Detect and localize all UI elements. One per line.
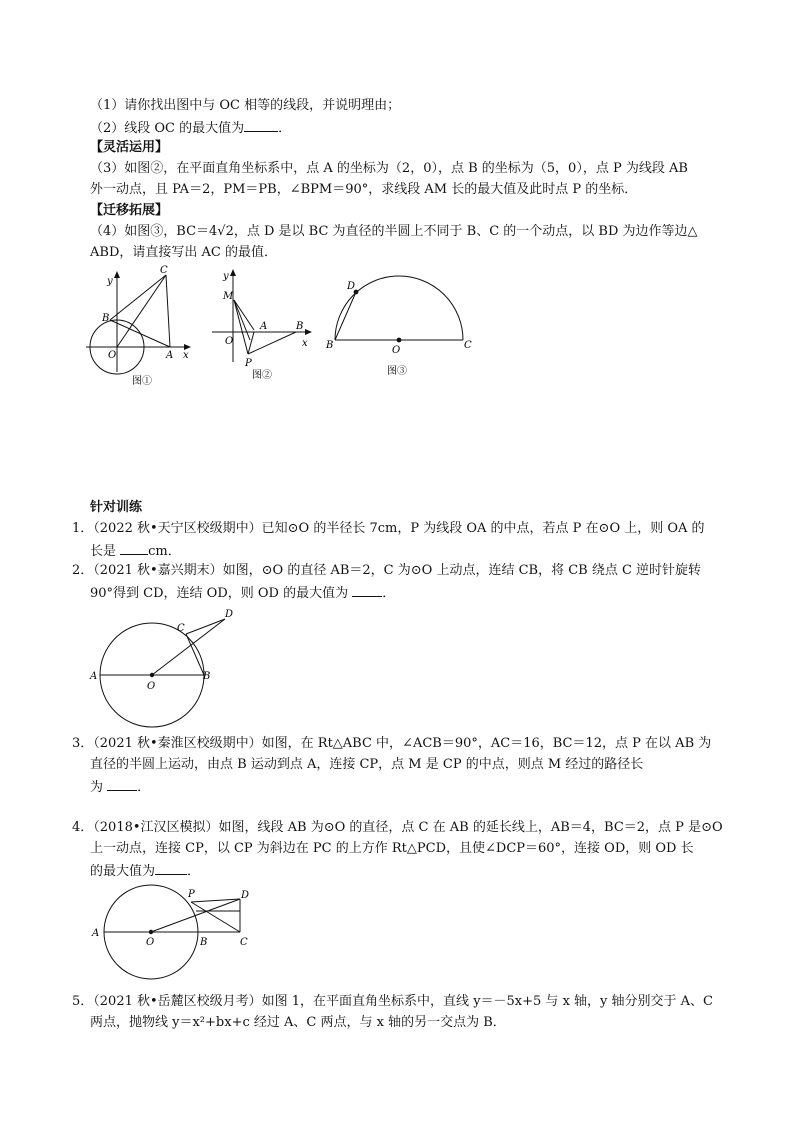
answer-blank[interactable]	[352, 582, 382, 597]
problem-2-line1: 2．（2021 秋•嘉兴期末）如图，⊙O 的直径 AB＝2，C 为⊙O 上动点，连结 CB，将 CB 绕点 C 逆时针旋转	[72, 563, 702, 578]
fig1-label-x: x	[183, 350, 189, 361]
p2-segment-cb	[186, 634, 204, 675]
problem-5-line2: 两点，抛物线 y＝x²+bx+c 经过 A、C 两点，与 x 轴的另一交点为 B．	[90, 1015, 506, 1030]
problem-3-line1: 3．（2021 秋•秦淮区校级期中）如图，在 Rt△ABC 中，∠ACB＝90°，AC＝16，BC＝12，点 P 在以 AB 为	[72, 736, 712, 751]
problem-2-prefix: 90°得到 CD，连结 OD，则 OD 的最大值为	[90, 586, 353, 601]
answer-blank[interactable]	[155, 860, 187, 875]
fig2-label-a: A	[260, 321, 268, 332]
problem-5-line1: 5．（2021 秋•岳麓区校级月考）如图 1，在平面直角坐标系中，直线 y＝－5x+5 与 x 轴，y 轴分别交于 A、C	[72, 994, 713, 1009]
fig1-label-a: A	[166, 350, 174, 361]
problem-4-prefix: 的最大值为	[90, 864, 156, 879]
problem-3-line3	[90, 776, 150, 798]
problem-1-line2	[90, 540, 181, 562]
p4-point-o	[149, 930, 153, 934]
figure-1	[86, 262, 196, 392]
problem-4-suffix: ．	[187, 864, 201, 879]
question-4-line1: （4）如图③，BC＝4√2，点 D 是以 BC 为直径的半圆上不同于 B、C 的一个动点，以 BD 为边作等边△	[90, 224, 698, 239]
fig3-label-b: B	[326, 340, 334, 351]
question-2-suffix: ．	[278, 121, 292, 136]
problem-3-line2: 直径的半圆上运动，由点 B 运动到点 A，连接 CP，点 M 是 CP 的中点，则点 M 经过的路径长	[90, 757, 644, 772]
fig2-segment-pb	[248, 332, 296, 354]
fig2-caption: 图②	[252, 370, 272, 381]
problem-3-prefix: 为	[90, 780, 108, 795]
fig3-label-c: C	[464, 340, 472, 351]
answer-blank[interactable]	[120, 540, 148, 555]
question-2-text	[90, 117, 291, 139]
fig2-label-o: O	[225, 336, 234, 347]
fig1-segment-bc	[110, 275, 166, 320]
fig2-label-x: x	[302, 338, 308, 349]
p2-label-a: A	[90, 671, 98, 682]
fig3-label-d: D	[347, 281, 356, 292]
question-3-line2: 外一动点，且 PA＝2，PM＝PB，∠BPM＝90°，求线段 AM 长的最大值及此时点 P 的坐标．	[90, 182, 638, 197]
fig3-segment-bd	[335, 292, 356, 340]
p2-segment-cd	[186, 619, 225, 634]
question-2-prefix: （2）线段 OC 的最大值为	[90, 121, 245, 136]
answer-blank[interactable]	[244, 117, 278, 132]
fig1-y-arrow	[114, 271, 120, 278]
p2-label-b: B	[203, 671, 211, 682]
p4-label-d: D	[241, 890, 250, 901]
figure-3	[322, 274, 482, 384]
p2-point-o	[150, 673, 154, 677]
fig3-label-o: O	[392, 345, 401, 356]
fig3-caption: 图③	[387, 366, 407, 377]
problem-4-line2: 上一动点，连接 CP，以 CP 为斜边在 PC 的上方作 Rt△PCD，且使∠DCP＝60°，连接 OD，则 OD 长	[90, 841, 694, 856]
question-3-line1: （3）如图②，在平面直角坐标系中，点 A 的坐标为（2，0），点 B 的坐标为（5，0），点 P 为线段 AB	[90, 161, 688, 176]
training-heading: 针对训练	[90, 500, 143, 515]
p4-label-b: B	[200, 937, 208, 948]
problem-1-unit: cm．	[148, 544, 181, 559]
question-4-line2: ABD，请直接写出 AC 的最值．	[90, 245, 277, 260]
problem-4-line3	[90, 860, 200, 882]
section-flex-heading: 【灵活运用】	[90, 140, 169, 155]
fig2-segment-pa	[248, 332, 254, 354]
fig3-point-o	[397, 338, 402, 343]
p2-label-o: O	[147, 681, 156, 692]
fig2-label-y: y	[223, 271, 229, 282]
problem-3-suffix: ．	[137, 780, 151, 795]
problem-4-line1: 4．（2018•江汉区模拟）如图，线段 AB 为⊙O 的直径，点 C 在 AB 的延长线上，AB＝4，BC＝2，点 P 是⊙O	[72, 820, 723, 835]
problem-2-line2	[90, 582, 395, 604]
p4-label-o: O	[146, 937, 155, 948]
fig1-segment-ca	[166, 275, 170, 347]
p2-label-c: C	[177, 623, 185, 634]
fig1-label-b: B	[102, 313, 110, 324]
fig2-label-b: B	[296, 321, 304, 332]
p2-segment-od	[152, 619, 225, 675]
fig2-y-arrow	[230, 269, 236, 276]
problem-4-figure	[88, 882, 258, 982]
fig2-x-arrow	[305, 329, 312, 335]
p4-label-a: A	[92, 928, 100, 939]
figure-2	[212, 262, 322, 387]
answer-blank[interactable]	[107, 776, 137, 791]
p4-label-c: C	[240, 937, 248, 948]
fig1-caption: 图①	[132, 376, 152, 387]
p2-label-d: D	[225, 609, 234, 620]
fig1-segment-ba	[110, 320, 170, 347]
fig2-segment-mp	[234, 300, 248, 354]
p4-segment-pc	[191, 902, 240, 932]
fig2-label-m: M	[223, 291, 234, 302]
p4-segment-od	[151, 899, 240, 932]
section-transfer-heading: 【迁移拓展】	[90, 203, 169, 218]
fig2-label-p: P	[245, 358, 252, 369]
problem-2-figure	[90, 602, 240, 727]
fig1-label-y: y	[107, 276, 113, 287]
fig1-label-c: C	[160, 265, 168, 276]
p4-label-p: P	[188, 889, 195, 900]
problem-2-suffix: ．	[382, 586, 396, 601]
fig1-label-o: O	[108, 350, 117, 361]
problem-1-line1: 1．（2022 秋•天宁区校级期中）已知⊙O 的半径长 7cm，P 为线段 OA 的中点，若点 P 在⊙O 上，则 OA 的	[72, 521, 705, 536]
question-1-text: （1）请你找出图中与 OC 相等的线段，并说明理由；	[90, 98, 401, 113]
problem-1-prefix: 长是	[90, 544, 121, 559]
